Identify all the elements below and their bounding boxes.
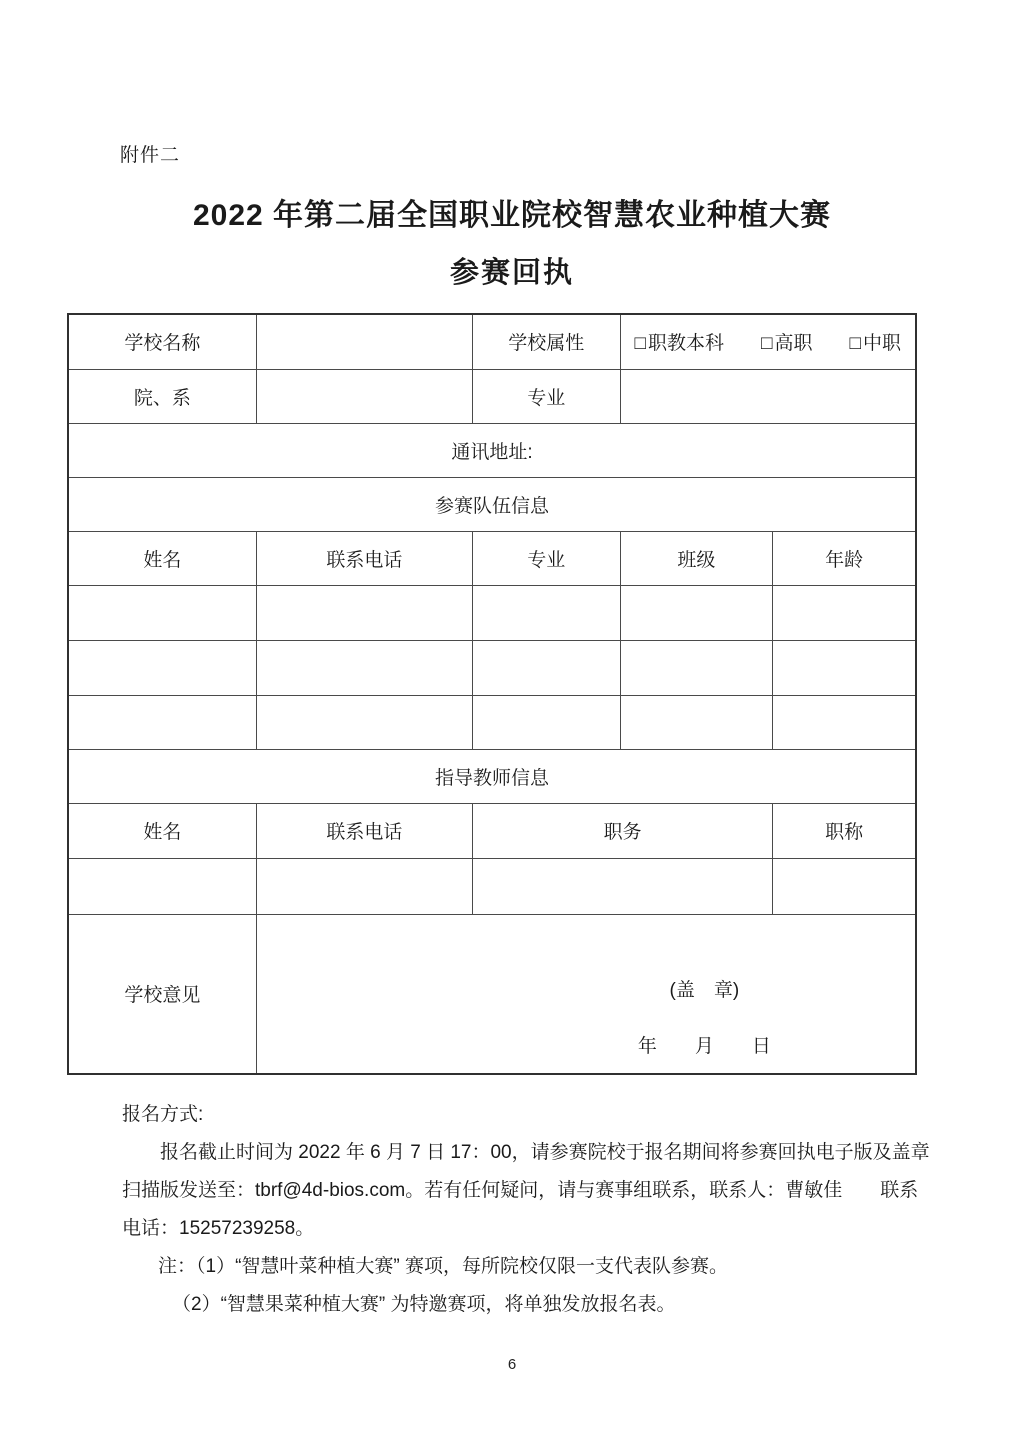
school-opinion-field <box>256 914 916 1074</box>
checkbox-icon: □ <box>634 333 647 355</box>
empty-cell <box>256 695 472 749</box>
school-type-option-benke <box>635 328 725 355</box>
team-header-name: 姓名 <box>68 531 256 585</box>
empty-cell <box>256 858 472 914</box>
empty-cell <box>620 585 773 640</box>
major-field <box>620 369 916 423</box>
empty-cell <box>773 640 916 695</box>
document-title: 2022 年第二届全国职业院校智慧农业种植大赛 <box>192 199 832 232</box>
school-type-option-zhongzhi <box>850 328 902 355</box>
school-opinion-label: 学校意见 <box>68 914 256 1074</box>
table-row <box>68 914 916 1074</box>
empty-cell <box>68 695 256 749</box>
date-placeholder: 年 月 日 <box>637 1035 771 1057</box>
table-row <box>68 369 916 423</box>
team-header-major: 专业 <box>472 531 620 585</box>
team-member-row <box>68 640 916 695</box>
empty-cell <box>620 640 773 695</box>
teacher-header-position: 职务 <box>472 803 772 858</box>
teacher-header-title: 职称 <box>773 803 916 858</box>
seal-placeholder: (盖 章) <box>669 979 740 1001</box>
teacher-row <box>68 858 916 914</box>
empty-cell <box>773 858 916 914</box>
empty-cell <box>68 585 256 640</box>
teacher-header-phone: 联系电话 <box>256 803 472 858</box>
team-member-row <box>68 585 916 640</box>
table-row <box>68 314 916 369</box>
registration-notes <box>122 1096 932 1324</box>
empty-cell <box>773 695 916 749</box>
option-label: 中职 <box>862 333 901 355</box>
address-label: 通讯地址: <box>68 423 916 477</box>
option-label: 高职 <box>774 333 813 355</box>
teacher-header-name: 姓名 <box>68 803 256 858</box>
registration-form-table <box>67 313 917 1075</box>
page-number: 6 <box>507 1356 517 1373</box>
notes-line-email: 扫描版发送至：tbrf@4d-bios.com。若有任何疑问，请与赛事组联系，联系人：曹敏佳 联系 <box>122 1180 919 1201</box>
empty-cell <box>256 640 472 695</box>
empty-cell <box>472 585 620 640</box>
notes-line-deadline: 报名截止时间为 2022 年 6 月 7 日 17：00，请参赛院校于报名期间将参赛回执电子版及盖章 <box>160 1142 930 1163</box>
note-item-1: 注：（1）“智慧叶菜种植大赛” 赛项，每所院校仅限一支代表队参赛。 <box>158 1256 729 1277</box>
table-row <box>68 477 916 531</box>
team-section-title: 参赛队伍信息 <box>68 477 916 531</box>
document-subtitle: 参赛回执 <box>449 257 574 289</box>
department-field <box>256 369 472 423</box>
table-row <box>68 531 916 585</box>
empty-cell <box>68 640 256 695</box>
empty-cell <box>256 585 472 640</box>
empty-cell <box>472 640 620 695</box>
checkbox-icon: □ <box>849 333 861 355</box>
teacher-section-title: 指导教师信息 <box>68 749 916 803</box>
checkbox-icon: □ <box>761 333 773 355</box>
school-name-label: 学校名称 <box>68 314 256 369</box>
empty-cell <box>472 858 772 914</box>
notes-line-phone: 电话：15257239258。 <box>122 1218 315 1239</box>
attachment-label: 附件二 <box>120 145 181 166</box>
option-label: 职教本科 <box>648 333 725 355</box>
team-header-class: 班级 <box>620 531 773 585</box>
notes-heading: 报名方式: <box>122 1104 204 1125</box>
empty-cell <box>773 585 916 640</box>
team-member-row <box>68 695 916 749</box>
school-type-label: 学校属性 <box>472 314 620 369</box>
table-row <box>68 423 916 477</box>
department-label: 院、系 <box>68 369 256 423</box>
school-type-option-gaozhi <box>761 328 813 355</box>
school-name-field <box>256 314 472 369</box>
team-header-phone: 联系电话 <box>256 531 472 585</box>
major-label: 专业 <box>472 369 620 423</box>
team-header-age: 年龄 <box>773 531 916 585</box>
note-item-2: （2）“智慧果菜种植大赛” 为特邀赛项，将单独发放报名表。 <box>172 1294 676 1315</box>
empty-cell <box>620 695 773 749</box>
empty-cell <box>68 858 256 914</box>
table-row <box>68 803 916 858</box>
table-row <box>68 749 916 803</box>
empty-cell <box>472 695 620 749</box>
school-type-options-cell <box>620 314 916 369</box>
